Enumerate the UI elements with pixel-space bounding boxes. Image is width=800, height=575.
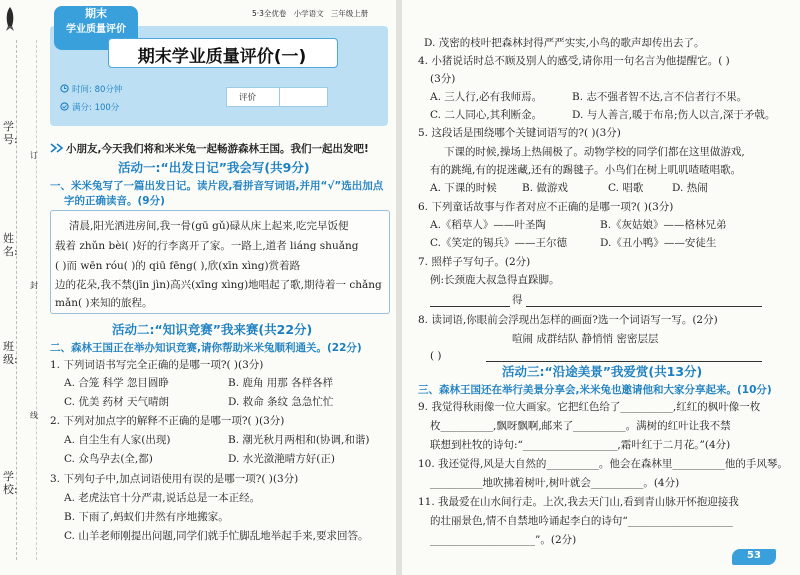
question-1: 1. 下列词语书写完全正确的是哪一项?( )(3分) bbox=[50, 359, 264, 371]
activity-2-title: 活动二:“知识竞赛”我来赛(共22分) bbox=[112, 322, 313, 337]
question-4-score: (3分) bbox=[430, 73, 456, 85]
q8-words: 喧闹 成群结队 静悄悄 密密层层 bbox=[512, 333, 659, 345]
q1-option-c: C. 优美 药材 天气晴朗 bbox=[64, 396, 170, 408]
eval-label: 评价 bbox=[239, 93, 257, 103]
q6-option-d: D.《丑小鸭》——安徒生 bbox=[600, 237, 717, 249]
section-1-line-1: 一、米米兔写了一篇出发日记。读片段,看拼音写词语,并用“√”选出加点 bbox=[50, 180, 384, 192]
q7-example: 例:长颈鹿大叔急得直跺脚。 bbox=[430, 274, 560, 286]
q8-paren: ( ) bbox=[430, 350, 442, 362]
passage-line: 边的花朵,我不禁(jīn jìn)高兴(xīng xìng)地唱起了歌,期待着一 chǎng bbox=[55, 279, 382, 291]
page-title: 期末学业质量评价(一) bbox=[137, 47, 307, 67]
activity-3-title: 活动三:“沿途美景”我爱赏(共13分) bbox=[502, 364, 703, 379]
q4-option-a: A. 三人行,必有我师焉。 bbox=[430, 91, 543, 103]
question-3: 3. 下列句子中,加点词语使用有误的是哪一项?( )(3分) bbox=[50, 473, 299, 485]
q3-option-d: D. 茂密的枝叶把森林封得严严实实,小鸟的歌声却传出去了。 bbox=[424, 37, 705, 49]
time-label: 时间: 80分钟 bbox=[72, 85, 123, 95]
question-6: 6. 下列童话故事与作者对应不正确的是哪一项?( )(3分) bbox=[418, 201, 674, 213]
diary-passage-box bbox=[50, 210, 390, 314]
passage-line: 清晨,阳光洒进房间,我一骨(gū gǔ)碌从床上起来,吃完早饭便 bbox=[69, 220, 349, 232]
question-10-line: __________地吹拂着树叶,树叶就会__________。(4分) bbox=[430, 477, 680, 489]
rocket-icon bbox=[3, 6, 17, 32]
question-11-line: 的壮丽景色,情不自禁地吟诵起李白的诗句“____________________ bbox=[430, 515, 733, 527]
binding-line-2 bbox=[36, 40, 37, 560]
arrows-icon bbox=[50, 143, 64, 153]
check-icon bbox=[60, 102, 69, 111]
q4-option-b: B. 志不强者智不达,言不信者行不果。 bbox=[572, 91, 748, 103]
passage-line: ( )而 wēn róu( )的 qiū fēng( ),欣(xīn xìng)赏着路 bbox=[55, 260, 301, 272]
feng-mark: 封 bbox=[30, 281, 38, 290]
q6-option-c: C.《笑定的锡兵》——王尔德 bbox=[430, 237, 567, 249]
section-1-line-2: 字的正确读音。(9分) bbox=[64, 195, 165, 207]
question-10-line: 10. 我还觉得,风是大自然的__________。他会在森林里__________他的手风琴。 bbox=[418, 458, 788, 470]
grade-name: 三年级上册 bbox=[330, 9, 369, 18]
q2-option-b: B. 潮光秋月两相和(协调,和谐) bbox=[228, 434, 370, 446]
q2-option-d: D. 水光潋滟晴方好(正) bbox=[228, 453, 335, 465]
question-11-line: ____________________”。(2分) bbox=[430, 534, 577, 546]
question-4: 4. 小猪说话时总不顾及别人的感受,请你用一句名言为他提醒它。( ) bbox=[418, 55, 730, 67]
series-name: 5·3全优卷 bbox=[252, 9, 287, 18]
section-2-title: 二、森林王国正在举办知识竞赛,请你帮助米米兔顺利通关。(22分) bbox=[50, 342, 362, 354]
q4-option-d: D. 与人善言,暖于布帛;伤人以言,深于矛戟。 bbox=[572, 109, 776, 121]
q3-option-c: C. 山羊老师刚提出问题,同学们就手忙脚乱地举起手来,要求回答。 bbox=[64, 530, 369, 542]
question-2: 2. 下列对加点字的解释不正确的是哪一项?( )(3分) bbox=[50, 415, 285, 427]
q5-passage-line: 下课的时候,操场上热闹极了。动物学校的同学们都在这里做游戏, bbox=[444, 146, 745, 158]
q5-passage-line: 有的跳绳,有的捉迷藏,还有的踢毽子。小鸟们在树上叽叽喳喳唱歌。 bbox=[430, 164, 742, 176]
q5-option-c: C. 唱歌 bbox=[608, 182, 644, 194]
eval-divider bbox=[279, 88, 280, 106]
ding-mark: 订 bbox=[30, 151, 38, 160]
question-9-line: 联想到杜牧的诗句:“__________________,霜叶红于二月花。”(4分) bbox=[430, 439, 731, 451]
eval-box bbox=[226, 87, 328, 107]
score-label: 满分: 100分 bbox=[72, 103, 120, 113]
intro-text: 小朋友,今天我们将和米米兔一起畅游森林王国。我们一起出发吧! bbox=[66, 143, 369, 155]
q2-option-a: A. 自尘生有人家(出现) bbox=[64, 434, 171, 446]
clock-icon bbox=[60, 84, 69, 93]
passage-line: 载着 zhǔn bèi( )好的行李离开了家。一路上,道者 liáng shuǎng bbox=[55, 240, 359, 252]
q1-option-b: B. 鹿角 用那 各样各样 bbox=[228, 377, 334, 389]
name-label: 姓名: bbox=[3, 232, 18, 258]
q5-option-a: A. 下课的时候 bbox=[430, 182, 497, 194]
q7-answer-line-left bbox=[430, 306, 510, 307]
right-page bbox=[402, 0, 800, 575]
q5-option-b: B. 做游戏 bbox=[522, 182, 568, 194]
question-9-line: 枚__________,飘呀飘啊,邮来了__________。满树的红叶让我不禁 bbox=[430, 420, 731, 432]
question-7: 7. 照样子写句子。(2分) bbox=[418, 256, 531, 268]
q4-option-c: C. 二人同心,其利断金。 bbox=[430, 109, 543, 121]
q2-option-c: C. 众鸟孕去(全,都) bbox=[64, 453, 153, 465]
activity-1-title: 活动一:“出发日记”我会写(共9分) bbox=[118, 160, 310, 175]
student-id-label: 学号: bbox=[3, 120, 18, 146]
question-5: 5. 这段话是围绕哪个关键词语写的?( )(3分) bbox=[418, 127, 621, 139]
series-info bbox=[252, 8, 368, 19]
q7-answer-line-right bbox=[526, 306, 762, 307]
q1-option-a: A. 合笼 科学 忽目圆睁 bbox=[64, 377, 169, 389]
q6-option-a: A.《稻草人》——叶圣陶 bbox=[430, 219, 546, 231]
left-page bbox=[0, 0, 398, 575]
school-label: 学校: bbox=[3, 470, 18, 496]
badge-bottom: 学业质量评价 bbox=[66, 24, 126, 35]
q6-option-b: B.《灰姑娘》——格林兄弟 bbox=[600, 219, 727, 231]
question-11-line: 11. 我最爱在山水间行走。上次,我去天门山,看到青山脉开怀抱迎接我 bbox=[418, 496, 739, 508]
page-number: 53 bbox=[747, 550, 761, 561]
question-9-line: 9. 我觉得秋雨像一位大画家。它把红色给了__________,红红的枫叶像一枚 bbox=[418, 401, 761, 413]
xian-mark: 线 bbox=[30, 411, 38, 420]
q3-option-b: B. 下雨了,蚂蚁们井然有序地搬家。 bbox=[64, 511, 229, 523]
q1-option-d: D. 救命 条纹 急急忙忙 bbox=[228, 396, 334, 408]
subject-name: 小学语文 bbox=[293, 9, 324, 18]
q5-option-d: D. 热闹 bbox=[672, 182, 708, 194]
q3-option-a: A. 老虎法官十分严肃,说话总是一本正经。 bbox=[64, 492, 261, 504]
passage-line: mǎn( )来知的旅程。 bbox=[55, 297, 153, 309]
section-3-title: 三、森林王国还在举行美景分享会,米米兔也邀请他和大家分享起来。(10分) bbox=[418, 384, 772, 396]
question-8: 8. 读词语,你眼前会浮现出怎样的画面?选一个词语写一写。(2分) bbox=[418, 314, 718, 326]
class-label: 班级: bbox=[3, 340, 18, 366]
binding-margin bbox=[0, 0, 44, 575]
badge-top: 期末 bbox=[85, 7, 107, 20]
q7-blank-char: 得 bbox=[512, 294, 523, 306]
